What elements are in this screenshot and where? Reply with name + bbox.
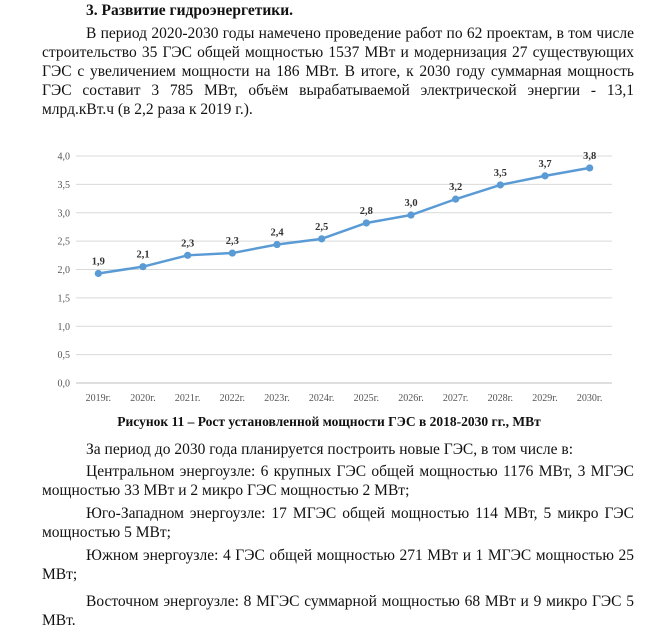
southwest-node-paragraph: Юго-Западном энергоузле: 17 МГЭС общей мощностью 114 МВт, 5 микро ГЭС мощностью 5 МВт;: [42, 505, 634, 541]
x-tick-label: 2023г.: [264, 393, 290, 404]
south-node-paragraph: Южном энергоузле: 4 ГЭС общей мощностью 271 МВт и 1 МГЭС мощностью 25 МВт;: [42, 547, 634, 583]
data-label: 2,3: [225, 236, 239, 248]
x-tick-label: 2021г.: [174, 393, 201, 404]
data-point: [139, 263, 146, 270]
x-tick-label: 2029г.: [532, 393, 558, 404]
y-tick-label: 0,0: [57, 378, 70, 390]
capacity-chart: [40, 146, 620, 411]
y-tick-label: 3,5: [57, 179, 70, 191]
data-point: [541, 172, 548, 179]
y-tick-label: 2,0: [57, 265, 70, 276]
data-label: 1,9: [91, 256, 105, 268]
data-point: [497, 181, 504, 188]
data-point: [407, 211, 414, 218]
east-node-paragraph: Восточном энергоузле: 8 МГЭС суммарной мощностью 68 МВт и 9 микро ГЭС 5 МВт.: [42, 593, 634, 629]
data-label: 3,8: [583, 150, 597, 162]
x-tick-label: 2024г.: [308, 393, 335, 404]
data-label: 3,0: [404, 198, 418, 210]
data-label: 3,5: [493, 167, 507, 179]
data-label: 2,3: [181, 238, 195, 250]
x-tick-label: 2022г.: [219, 393, 246, 404]
intro-paragraph: В период 2020-2030 годы намечено проведение работ по 62 проектам, в том числе строительство 35 ГЭС общей мощностью 1537 МВт и модернизация 27 существующих ГЭС с увеличением мощности на 186 МВт. В итоге, к 2030 году суммарная мощность ГЭС составит 3 785 МВт, объём вырабатываемой электрической энергии - 13,1 млрд.кВт.ч (в 2,2 раза к 2019 г.).: [42, 25, 634, 118]
x-tick-label: 2019г.: [85, 393, 112, 404]
figure-caption: Рисунок 11 – Рост установленной мощности ГЭС в 2018-2030 гг., МВт: [117, 414, 541, 429]
y-tick-label: 0,5: [57, 350, 70, 362]
x-tick-label: 2025г.: [353, 393, 380, 404]
data-label: 2,5: [315, 221, 329, 233]
section-heading: 3. Развитие гидроэнергетики.: [86, 2, 294, 19]
x-tick-label: 2030г.: [576, 393, 603, 404]
x-tick-label: 2020г.: [130, 393, 156, 404]
series-line: [98, 168, 589, 274]
data-label: 3,2: [449, 182, 463, 194]
data-point: [95, 270, 102, 277]
data-label: 2,8: [359, 205, 373, 217]
data-point: [273, 241, 280, 248]
y-tick-label: 1,5: [57, 293, 70, 305]
data-point: [452, 196, 459, 203]
chart-svg: [40, 146, 620, 411]
x-tick-label: 2026г.: [398, 393, 424, 404]
y-tick-label: 3,0: [57, 208, 70, 220]
data-label: 3,7: [538, 158, 552, 170]
central-node-paragraph: Центральном энергоузле: 6 крупных ГЭС общей мощностью 1176 МВт, 3 МГЭС мощностью 33 МВт и 2 микро ГЭС мощностью 2 МВт;: [42, 463, 634, 499]
y-tick-label: 1,0: [57, 321, 70, 333]
data-point: [229, 249, 236, 256]
y-tick-label: 2,5: [57, 236, 70, 248]
data-point: [363, 219, 370, 226]
plan-intro-paragraph: За период до 2030 года планируется построить новые ГЭС, в том числе в:: [86, 441, 574, 458]
data-label: 2,1: [136, 249, 150, 261]
data-point: [586, 164, 593, 171]
x-tick-label: 2027г.: [442, 393, 469, 404]
data-point: [184, 252, 191, 259]
data-point: [318, 235, 325, 242]
y-tick-label: 4,0: [57, 151, 70, 163]
data-label: 2,4: [270, 227, 284, 239]
x-tick-label: 2028г.: [487, 393, 514, 404]
